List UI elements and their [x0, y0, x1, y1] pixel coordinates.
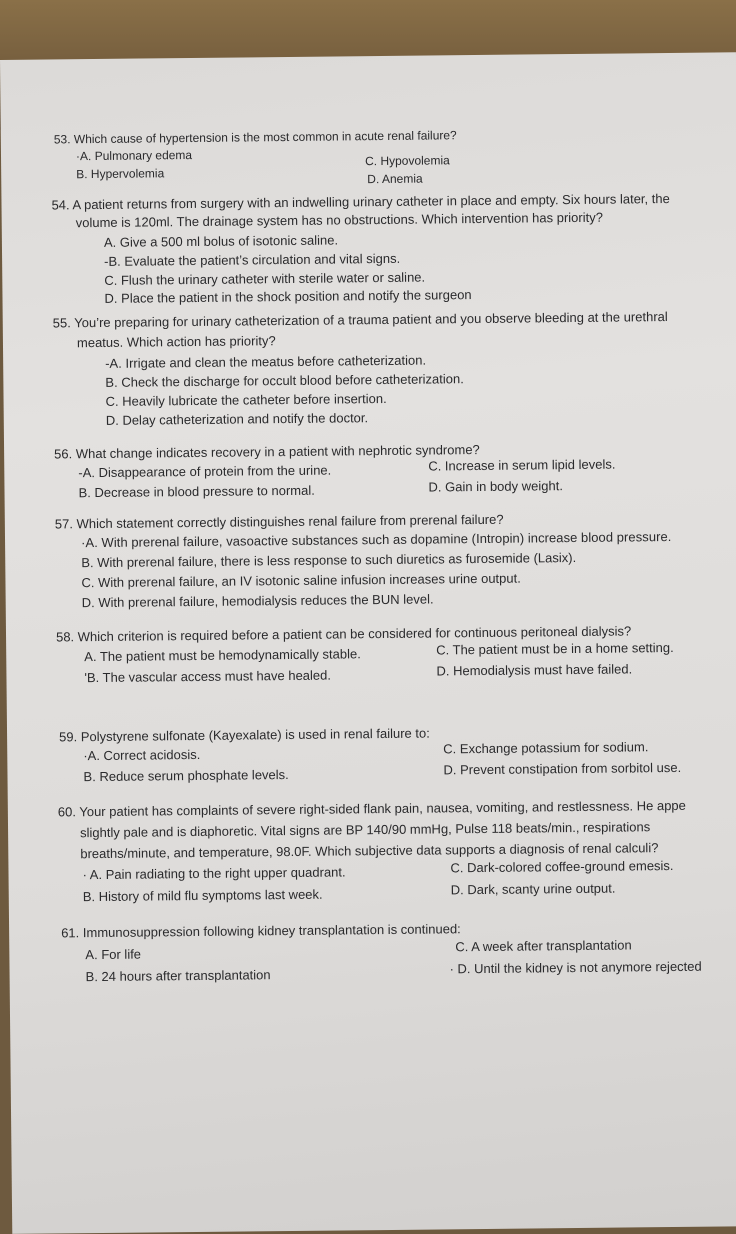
- question-61-stem: 61. Immunosuppression following kidney transplantation is continued:: [61, 921, 461, 941]
- question-57-option-d: D. With prerenal failure, hemodialysis reduces the BUN level.: [81, 591, 434, 611]
- question-61-option-d: · D. Until the kidney is not anymore rejected: [449, 958, 702, 977]
- question-59-option-d: D. Prevent constipation from sorbitol use.: [443, 759, 682, 778]
- question-55-option-c: C. Heavily lubricate the catheter before insertion.: [105, 390, 387, 409]
- question-57-option-c: C. With prerenal failure, an IV isotonic saline infusion increases urine output.: [81, 570, 521, 591]
- question-60-option-b: B. History of mild flu symptoms last week.: [82, 886, 323, 905]
- question-60-stem-line-2: slightly pale and is diaphoretic. Vital signs are BP 140/90 mmHg, Pulse 118 beats/min., respirations: [80, 819, 651, 841]
- question-55-option-d: D. Delay catheterization and notify the doctor.: [105, 410, 369, 428]
- question-61-option-b: B. 24 hours after transplantation: [85, 967, 271, 985]
- exam-sheet: [0, 52, 736, 1234]
- question-57-option-a: ·A. With prerenal failure, vasoactive substances such as dopamine (Intropin) increase blood pressure.: [80, 528, 672, 551]
- question-56-option-b: B. Decrease in blood pressure to normal.: [78, 482, 315, 501]
- question-54-option-a: A. Give a 500 ml bolus of isotonic saline.: [103, 232, 339, 250]
- question-60-stem-line-3: breaths/minute, and temperature, 98.0F. Which subjective data supports a diagnosis of renal calculi?: [80, 840, 659, 862]
- question-56-option-d: D. Gain in body weight.: [428, 478, 563, 495]
- question-53-option-d: D. Anemia: [367, 171, 423, 187]
- question-53-option-b: B. Hypervolemia: [76, 166, 165, 182]
- question-59-option-b: B. Reduce serum phosphate levels.: [83, 767, 289, 785]
- question-53-stem: 53. Which cause of hypertension is the most common in acute renal failure?: [53, 128, 457, 147]
- question-56-stem: 56. What change indicates recovery in a patient with nephrotic syndrome?: [54, 441, 480, 462]
- question-56-option-a: -A. Disappearance of protein from the urine.: [78, 462, 332, 481]
- question-57-stem: 57. Which statement correctly distinguishes renal failure from prerenal failure?: [54, 511, 504, 532]
- question-60-option-d: D. Dark, scanty urine output.: [450, 880, 616, 898]
- question-54-stem-line-2: volume is 120ml. The drainage system has no obstructions. Which intervention has priority?: [75, 209, 604, 231]
- question-56-option-c: C. Increase in serum lipid levels.: [428, 456, 616, 474]
- question-54-stem-line-1: 54. A patient returns from surgery with an indwelling urinary catheter in place and empty. Six hours later, the: [51, 190, 670, 213]
- question-60-option-a: · A. Pain radiating to the right upper quadrant.: [82, 864, 346, 883]
- question-57-option-b: B. With prerenal failure, there is less response to such diuretics as furosemide (Lasix).: [81, 549, 577, 571]
- question-61-option-a: A. For life: [85, 946, 142, 963]
- question-55-stem-line-2: meatus. Which action has priority?: [76, 333, 276, 351]
- question-53-option-a: ·A. Pulmonary edema: [75, 147, 193, 164]
- question-55-stem-line-1: 55. You’re preparing for urinary catheterization of a trauma patient and you observe bleeding at the urethral: [52, 309, 668, 331]
- question-53-option-c: C. Hypovolemia: [365, 153, 450, 169]
- question-59-option-c: C. Exchange potassium for sodium.: [443, 739, 649, 757]
- question-61-option-c: C. A week after transplantation: [455, 937, 632, 955]
- question-58-option-d: D. Hemodialysis must have failed.: [436, 661, 633, 679]
- question-54-option-b: -B. Evaluate the patient’s circulation and vital signs.: [104, 250, 401, 269]
- question-58-stem: 58. Which criterion is required before a patient can be considered for continuous peritoneal dialysis?: [55, 623, 632, 645]
- question-59-stem: 59. Polystyrene sulfonate (Kayexalate) is used in renal failure to:: [59, 725, 430, 745]
- question-54-option-c: C. Flush the urinary catheter with sterile water or saline.: [104, 269, 426, 288]
- question-58-option-c: C. The patient must be in a home setting.: [436, 639, 674, 658]
- question-59-option-a: ·A. Correct acidosis.: [83, 746, 201, 764]
- question-58-option-a: A. The patient must be hemodynamically stable.: [84, 646, 361, 665]
- question-55-option-a: -A. Irrigate and clean the meatus before catheterization.: [105, 352, 427, 371]
- question-60-stem-line-1: 60. Your patient has complaints of severe right-sided flank pain, nausea, vomiting, and restlessness. He appe: [57, 797, 686, 820]
- question-55-option-b: B. Check the discharge for occult blood before catheterization.: [105, 371, 464, 390]
- question-58-option-b: 'B. The vascular access must have healed.: [84, 667, 332, 686]
- question-60-option-c: C. Dark-colored coffee-ground emesis.: [450, 857, 674, 876]
- question-54-option-d: D. Place the patient in the shock position and notify the surgeon: [104, 287, 472, 306]
